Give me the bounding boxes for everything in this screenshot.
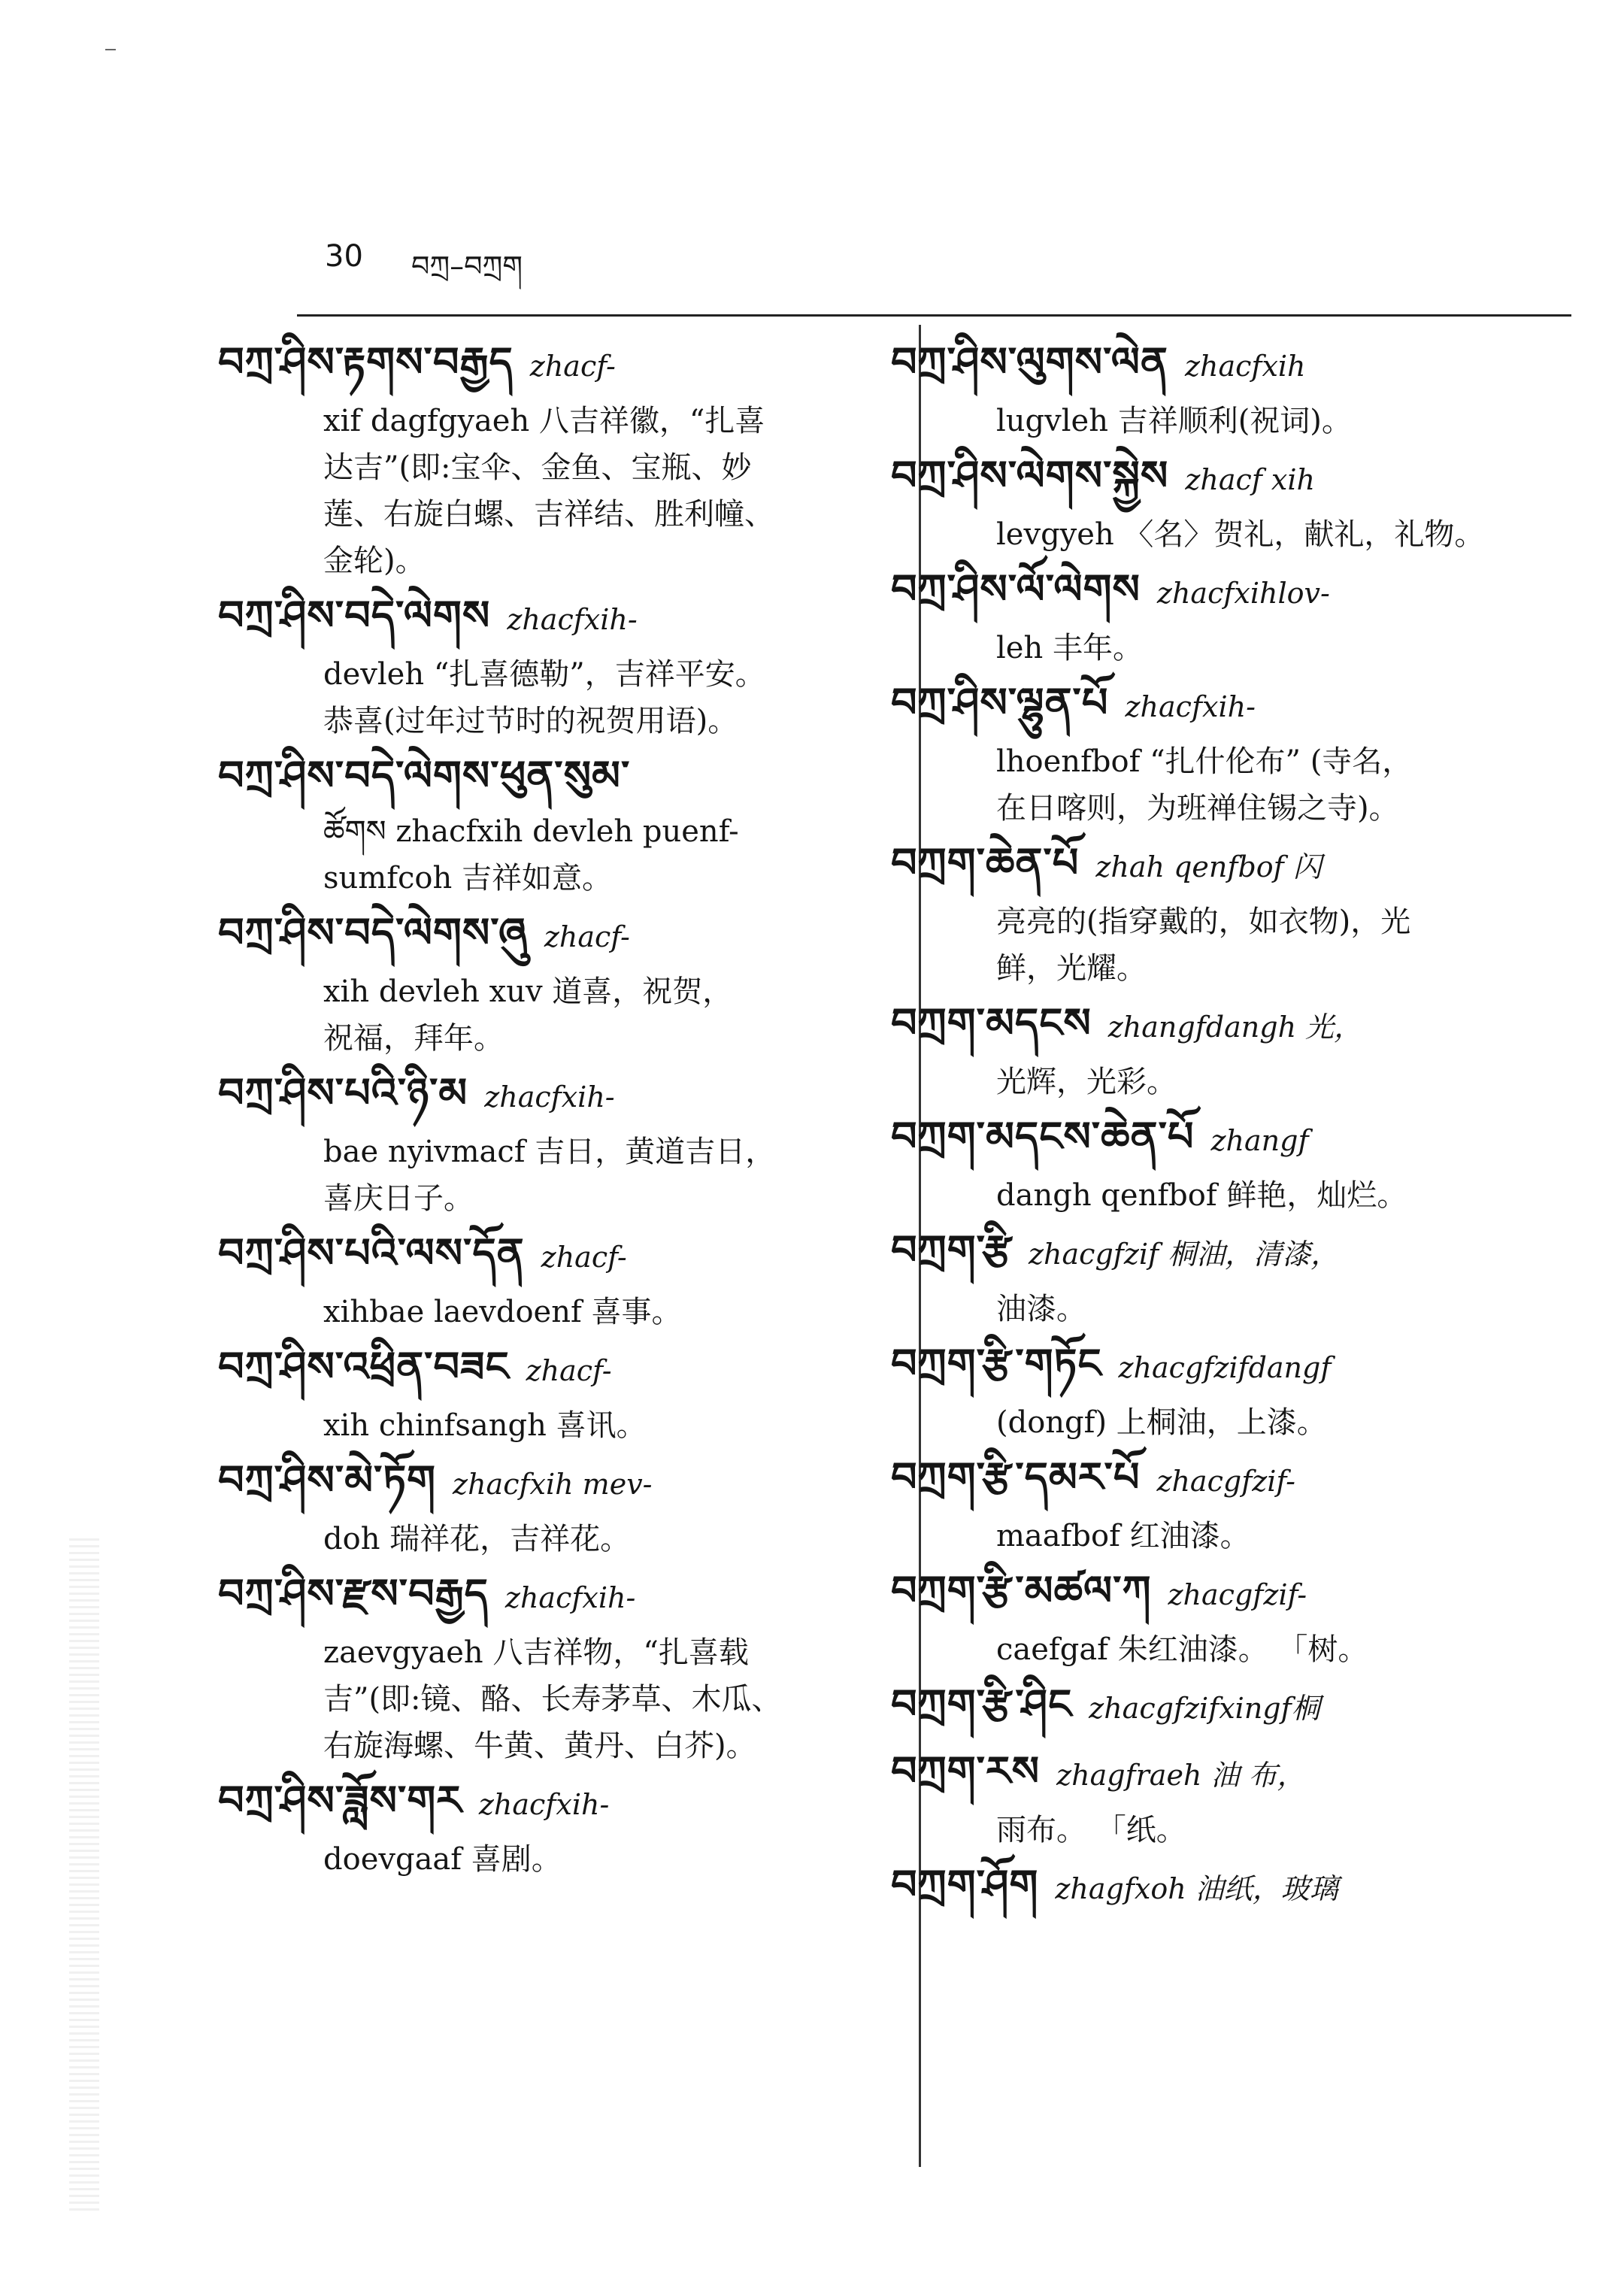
dictionary-entry: [218, 902, 906, 1062]
dictionary-entry: [891, 992, 1568, 1105]
definition-line: lugvleh 吉祥顺利(祝词)。: [996, 404, 1352, 438]
definition-line: 喜庆日子。: [323, 1181, 474, 1216]
definition-line: maafbof 红油漆。: [996, 1519, 1250, 1553]
tibetan-headword: བཀྲ་ཤིས་རྟགས་བརྒྱད: [218, 338, 514, 386]
dictionary-entry: [891, 1740, 1568, 1853]
definition-line: 莲、右旋白螺、吉祥结、胜利幢、: [323, 497, 774, 532]
dictionary-entry: [891, 1219, 1568, 1332]
romanization: zhacf-: [526, 1354, 612, 1387]
definition-line: 金轮)。: [323, 544, 426, 578]
dictionary-entry: [891, 1853, 1568, 1920]
romanization: zhangf: [1210, 1124, 1309, 1157]
entry-headword-line: [891, 558, 1568, 625]
entry-headword-line: [218, 1769, 906, 1836]
entry-headword-line: [218, 331, 906, 398]
definition-line: caefgaf 朱红油漆。 「树。: [996, 1632, 1368, 1667]
tibetan-headword: བཀྲག་མདངས་ཆེན་པོ: [891, 1113, 1195, 1160]
tibetan-headword: བཀྲག་རྩི: [891, 1226, 1013, 1274]
entry-headword-line: [891, 444, 1568, 511]
romanization: zhah qenfbof 闪: [1095, 850, 1322, 883]
tibetan-headword: བཀྲ་ཤིས་པའི་ལས་དོན: [218, 1229, 525, 1277]
dictionary-entry: [218, 1335, 906, 1449]
definition-line: 光辉，光彩。: [996, 1065, 1177, 1099]
romanization: zhangfdangh 光，: [1107, 1011, 1363, 1044]
romanization: zhacf-: [544, 920, 630, 953]
entry-headword-line: [218, 1222, 906, 1289]
dictionary-entry: [218, 1562, 906, 1769]
entry-headword-line: [891, 1332, 1568, 1399]
definition-line: xif dagfgyaeh 八吉祥徽，“扎喜: [323, 404, 765, 438]
dictionary-entry: [891, 558, 1568, 671]
romanization: zhacf-: [529, 350, 616, 383]
entry-headword-line: [891, 1219, 1568, 1286]
dictionary-entry: [891, 832, 1568, 992]
definition-line: 亮亮的(指穿戴的，如衣物)，光: [996, 905, 1411, 939]
entry-headword-line: [218, 1562, 906, 1629]
tibetan-headword: བཀྲག་མདངས: [891, 999, 1092, 1047]
definition-line: devleh “扎喜德勒”，吉祥平安。: [323, 657, 765, 692]
dictionary-entry: [218, 1222, 906, 1335]
romanization: zhagfraeh 油 布，: [1056, 1759, 1306, 1792]
header-rule: [297, 314, 1571, 317]
dictionary-entry: [891, 1559, 1568, 1673]
tibetan-headword: བཀྲ་ཤིས་ལེགས་སྐྱེས: [891, 452, 1169, 499]
entry-headword-line: [891, 832, 1568, 899]
definition-line: ཚོགས zhacfxih devleh puenf-: [323, 814, 739, 849]
definition-line: bae nyivmacf 吉日，黄道吉日，: [323, 1135, 776, 1169]
romanization: zhacgfzif-: [1156, 1465, 1295, 1498]
definition-line: dangh qenfbof 鲜艳，灿烂。: [996, 1178, 1407, 1213]
tibetan-headword: བཀྲག་རྩི་དམར་པོ: [891, 1453, 1141, 1501]
entry-headword-line: [891, 1105, 1568, 1172]
entry-headword-line: [891, 992, 1568, 1059]
definition-line: xih chinfsangh 喜讯。: [323, 1408, 647, 1443]
tibetan-headword: བཀྲག་རྩི་ཤིང: [891, 1680, 1073, 1728]
tibetan-headword: བཀྲ་ཤིས་ལུགས་ལེན: [891, 338, 1168, 386]
dictionary-entry: [891, 331, 1568, 444]
dictionary-entry: [218, 1449, 906, 1562]
scan-edge-artifact: [69, 1534, 99, 2211]
definition-line: 雨布。 「纸。: [996, 1813, 1186, 1847]
dictionary-entry: [891, 1673, 1568, 1740]
entry-headword-line: [891, 1559, 1568, 1626]
definition-line: (dongf) 上桐油，上漆。: [996, 1405, 1327, 1440]
dictionary-entry: [891, 1446, 1568, 1559]
definition-line: 吉”(即:镜、酪、长寿茅草、木瓜、: [323, 1682, 782, 1717]
dictionary-entry: [218, 1062, 906, 1222]
tibetan-headword: བཀྲ་ཤིས་ལྷུན་པོ: [891, 679, 1109, 726]
tibetan-headword: བཀྲ་ཤིས་ཟློས་གར: [218, 1777, 462, 1824]
definition-line: doh 瑞祥花，吉祥花。: [323, 1522, 631, 1556]
entry-headword-line: [891, 671, 1568, 738]
definition-line: 油漆。: [996, 1292, 1086, 1326]
dictionary-entry: [891, 1105, 1568, 1219]
definition-line: zaevgyaeh 八吉祥物，“扎喜载: [323, 1635, 749, 1670]
romanization: zhacf-: [541, 1241, 627, 1274]
tibetan-headword: བཀྲག་རས: [891, 1747, 1041, 1795]
dictionary-entry: [218, 331, 906, 584]
entry-headword-line: [891, 331, 1568, 398]
entry-headword-line: [218, 1062, 906, 1129]
romanization: zhacgfzif-: [1168, 1578, 1307, 1611]
tibetan-headword: བཀྲ་ཤིས་བདེ་ལེགས་ཞུ: [218, 909, 528, 956]
tibetan-headword: བཀྲག་རྩི་མཚལ་ཀ: [891, 1567, 1152, 1614]
dictionary-entry: [218, 584, 906, 744]
entry-headword-line: [218, 744, 906, 808]
tibetan-headword: བཀྲ་ཤིས་མེ་ཏོག: [218, 1456, 437, 1504]
left-column: [218, 331, 906, 1883]
tibetan-headword: བཀྲ་ཤིས་ལོ་ལེགས: [891, 565, 1141, 613]
romanization: zhagfxoh 油纸，玻璃: [1055, 1872, 1338, 1905]
definition-line: 祝福，拜年。: [323, 1021, 504, 1056]
definition-line: 鲜，光耀。: [996, 951, 1147, 986]
scan-mark: [105, 49, 116, 50]
romanization: zhacfxih-: [1125, 690, 1256, 723]
entry-headword-line: [891, 1673, 1568, 1740]
tibetan-headword: བཀྲག་ཆེན་པོ: [891, 839, 1080, 886]
romanization: zhacgfzifdangf: [1118, 1351, 1332, 1384]
romanization: zhacf xih: [1185, 463, 1315, 496]
entry-headword-line: [218, 584, 906, 651]
definition-line: 右旋海螺、牛黄、黄丹、白芥)。: [323, 1729, 756, 1763]
tibetan-headword: བཀྲ་ཤིས་བདེ་ལེགས: [218, 592, 491, 639]
romanization: zhacfxih: [1184, 350, 1306, 383]
definition-line: lhoenfbof “扎什伦布” (寺名，: [996, 744, 1413, 779]
dictionary-entry: [891, 671, 1568, 832]
dictionary-entry: [218, 1769, 906, 1883]
dictionary-entry: [891, 1332, 1568, 1446]
entry-headword-line: [891, 1740, 1568, 1807]
right-column: [891, 331, 1568, 1920]
dictionary-entry: [891, 444, 1568, 558]
tibetan-headword: བཀྲ་ཤིས་རྫས་བརྒྱད: [218, 1570, 489, 1617]
definition-line: sumfcoh 吉祥如意。: [323, 861, 612, 896]
tibetan-headword: བཀྲག་རྩི་གཏོང: [891, 1340, 1102, 1387]
romanization: zhacfxih-: [484, 1080, 615, 1114]
definition-line: doevgaaf 喜剧。: [323, 1842, 562, 1877]
running-head: བཀྲ–བཀྲག: [411, 250, 523, 283]
dictionary-entry: [218, 744, 906, 902]
entry-headword-line: [218, 1449, 906, 1516]
tibetan-headword: བཀྲག་ཤོག: [891, 1861, 1039, 1908]
definition-line: xih devleh xuv 道喜，祝贺，: [323, 974, 733, 1009]
tibetan-headword: བཀྲ་ཤིས་འཕྲིན་བཟང: [218, 1343, 510, 1390]
romanization: zhacfxih mev-: [453, 1468, 653, 1501]
romanization: zhacgfzif 桐油，清漆，: [1029, 1238, 1340, 1271]
definition-line: xihbae laevdoenf 喜事。: [323, 1295, 682, 1329]
entry-headword-line: [218, 1335, 906, 1402]
definition-line: levgyeh 〈名〉贺礼，献礼，礼物。: [996, 517, 1485, 552]
page-number: 30: [325, 239, 363, 274]
entry-headword-line: [218, 902, 906, 968]
romanization: zhacfxih-: [504, 1581, 636, 1614]
entry-headword-line: [891, 1853, 1568, 1920]
entry-headword-line: [891, 1446, 1568, 1513]
tibetan-headword: བཀྲ་ཤིས་པའི་ཉི་མ: [218, 1069, 468, 1117]
romanization: zhacfxih-: [478, 1788, 610, 1821]
romanization: zhacgfzifxingf桐: [1089, 1692, 1320, 1725]
definition-line: leh 丰年。: [996, 631, 1143, 665]
definition-line: 达吉”(即:宝伞、金鱼、宝瓶、妙: [323, 450, 752, 485]
romanization: zhacfxihlov-: [1156, 577, 1330, 610]
tibetan-headword: བཀྲ་ཤིས་བདེ་ལེགས་ཕུན་སུམ་: [218, 752, 631, 799]
definition-line: 在日喀则，为班禅住锡之寺)。: [996, 791, 1399, 826]
definition-line: 恭喜(过年过节时的祝贺用语)。: [323, 704, 738, 738]
romanization: zhacfxih-: [507, 603, 638, 636]
